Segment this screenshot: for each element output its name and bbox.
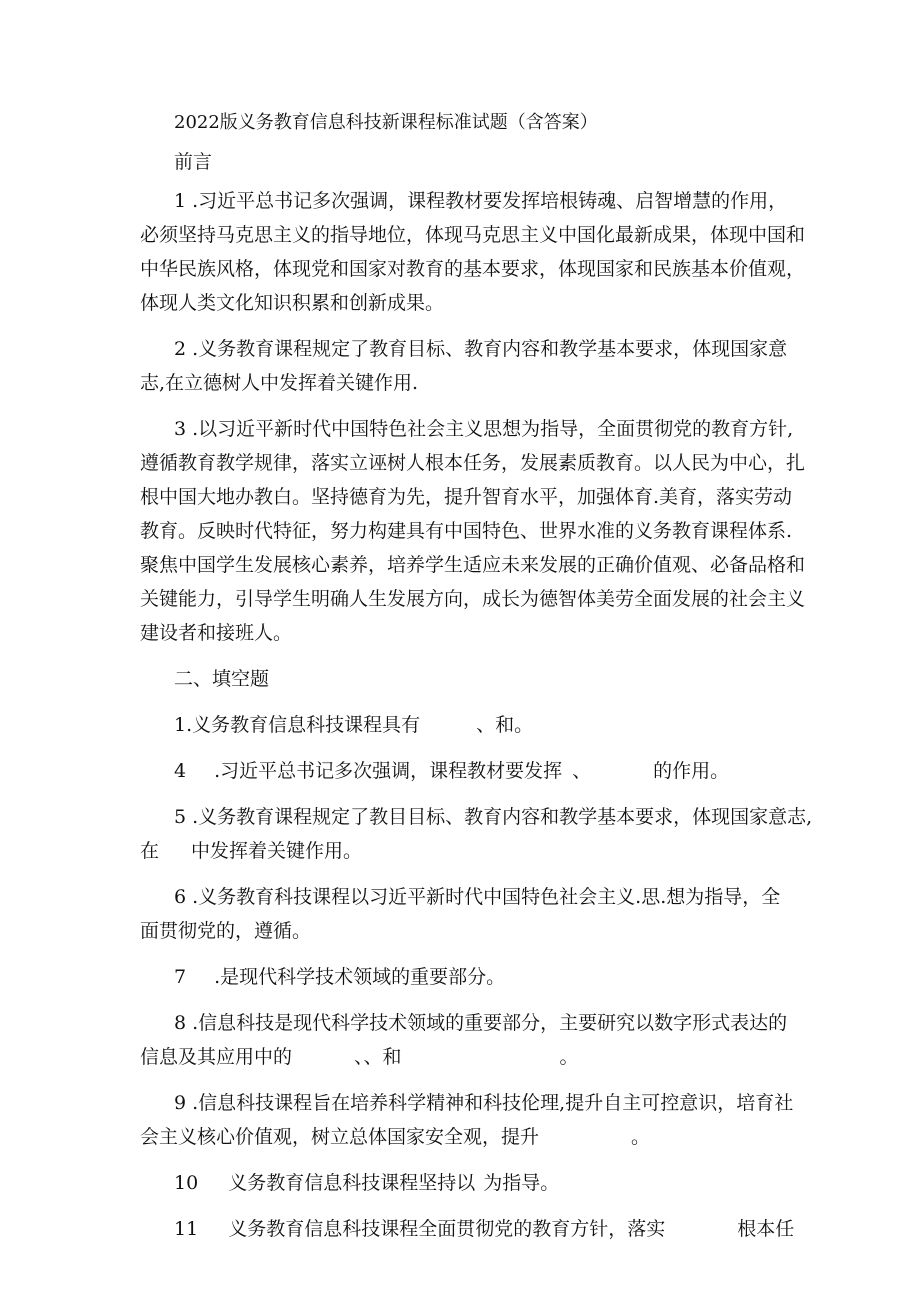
text: 、和。 <box>476 714 534 736</box>
fill-item-6-line-2: 面贯彻党的，遵循。 <box>140 920 312 942</box>
text: 为指导。 <box>483 1172 560 1194</box>
preface-item-1-line-4: 体现人类文化知识积累和创新成果。 <box>140 292 445 314</box>
preface-item-3-line-4: 教育。反映时代特征，努力构建具有中国特色、世界水准的义务教育课程体系. <box>140 520 793 542</box>
text: .信息科技是现代科学技术领域的重要部分，主要研究以数字形式表达的 <box>192 1012 788 1034</box>
text: .义务教育课程规定了教育目标、教育内容和教学基本要求，体现国家意 <box>192 338 788 360</box>
fill-item-8-line-2 <box>140 1040 780 1074</box>
section-heading-fill-in: 二、填空题 <box>174 668 270 690</box>
text: .义务教育课程规定了教目目标、教育内容和教学基本要求，体现国家意志, <box>192 806 813 828</box>
item-number: 4 <box>174 760 187 782</box>
document-content <box>140 106 813 1246</box>
fill-item-7 <box>140 960 780 994</box>
text: 、、和 <box>354 1046 402 1068</box>
text: 根本任 <box>737 1218 795 1240</box>
fill-item-10 <box>140 1166 780 1200</box>
text: .信息科技课程旨在培养科学精神和科技伦理,提升自主可控意识，培育社 <box>192 1092 794 1114</box>
preface-item-3-line-2: 遵循教育教学规律，落实立诬树人根本任务，发展素质教育。以人民为中心，扎 <box>140 452 806 474</box>
preface-item-3-line-6: 关键能力，引导学生明确人生发展方向，成长为德智体美劳全面发展的社会主义 <box>140 588 806 610</box>
item-number: 7 <box>174 966 187 988</box>
text: 。 <box>631 1126 651 1148</box>
item-number: 10 <box>174 1172 199 1194</box>
fill-item-8-line-1 <box>140 1006 788 1040</box>
section-heading-preface: 前言 <box>174 151 213 173</box>
text: 中发挥着关键作用。 <box>191 840 363 862</box>
item-number: 5 <box>174 806 187 828</box>
preface-item-3-line-3: 根中国大地办教白。坚持德育为先，提升智育水平，加强体育.美育，落实劳动 <box>140 486 793 508</box>
item-number: 1 <box>174 190 187 212</box>
preface-item-3-line-7: 建设者和接班人。 <box>140 622 293 644</box>
fill-item-5-line-1 <box>140 800 813 834</box>
text: 信息及其应用中的 <box>140 1046 293 1068</box>
text: .是现代科学技术领域的重要部分。 <box>214 966 506 988</box>
fill-item-9-line-1 <box>140 1086 794 1120</box>
preface-item-2-line-2: 志,在立德树人中发挥着关键作用. <box>140 372 419 394</box>
preface-item-3-line-5: 聚焦中国学生发展核心素养，培养学生适应未来发展的正确价值观、必备品格和 <box>140 554 806 576</box>
text: .习近平总书记多次强调，课程教材要发挥培根铸魂、启智增慧的作用， <box>192 190 788 212</box>
text: .以习近平新时代中国特色社会主义思想为指导，全面贯彻党的教育方针, <box>192 418 794 440</box>
preface-item-1-line-1 <box>140 184 788 218</box>
text: 、 <box>572 760 592 782</box>
preface-item-1-line-2: 必须坚持马克思主义的指导地位，体现马克思主义中国化最新成果，体现中国和 <box>140 224 806 246</box>
fill-item-6-line-1 <box>140 880 780 914</box>
item-number: 1. <box>174 714 193 736</box>
text: 义务教育信息科技课程全面贯彻党的教育方针，落实 <box>228 1218 666 1240</box>
text: .习近平总书记多次强调，课程教材要发挥 <box>214 760 563 782</box>
preface-item-1-line-3: 中华民族风格，体现党和国家对教育的基本要求，体现国家和民族基本价值观， <box>140 258 806 280</box>
item-number: 3 <box>174 418 187 440</box>
preface-item-3-line-1 <box>140 412 794 446</box>
text: 。 <box>559 1046 579 1068</box>
item-number: 11 <box>174 1218 199 1240</box>
text: 在 <box>140 840 160 862</box>
item-number: 8 <box>174 1012 187 1034</box>
fill-item-1 <box>140 708 780 742</box>
text: 义务教育信息科技课程坚持以 <box>228 1172 476 1194</box>
document-title: 2022版义务教育信息科技新课程标准试题（含答案） <box>174 112 598 133</box>
fill-item-11 <box>140 1212 795 1246</box>
item-number: 9 <box>174 1092 187 1114</box>
fill-item-5-line-2 <box>140 834 780 868</box>
fill-item-9-line-2 <box>140 1120 780 1154</box>
item-number: 2 <box>174 338 187 360</box>
preface-item-2-line-1 <box>140 332 788 366</box>
text: .义务教育科技课程以习近平新时代中国特色社会主义.思.想为指导，全 <box>192 886 781 908</box>
fill-item-4 <box>140 754 780 788</box>
text: 会主义核心价值观，树立总体国家安全观，提升 <box>140 1126 540 1148</box>
item-number: 6 <box>174 886 187 908</box>
text: 义务教育信息科技课程具有 <box>192 714 421 736</box>
text: 的作用。 <box>653 760 730 782</box>
